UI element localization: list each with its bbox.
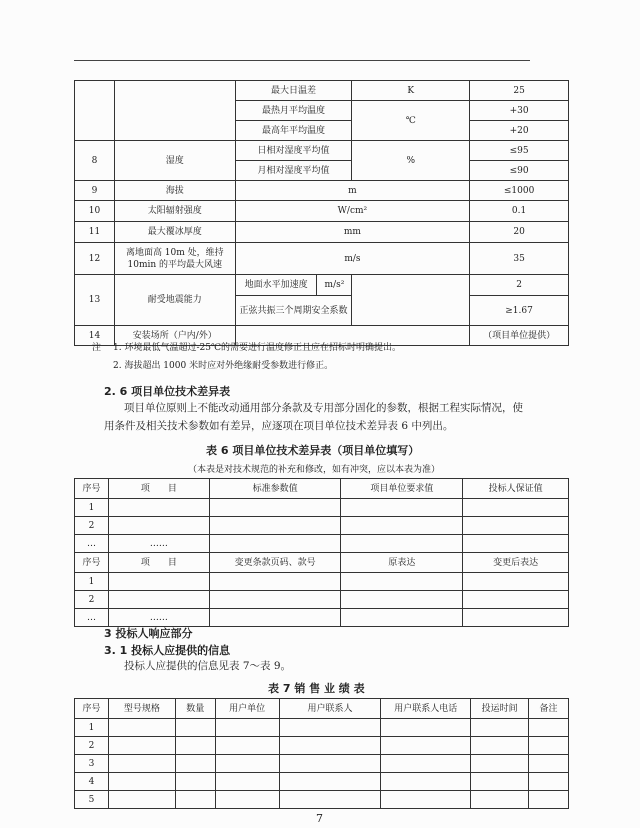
environment-conditions-table xyxy=(74,80,569,346)
table-row xyxy=(75,181,569,201)
item-cell: 海拔 xyxy=(114,181,235,201)
param-cell: 地面水平加速度 xyxy=(235,275,317,296)
row-number-cell: … xyxy=(75,609,109,627)
unit-cell: m/s² xyxy=(317,275,352,296)
table-row xyxy=(75,275,569,296)
value-cell: ≥1.67 xyxy=(470,296,569,326)
table-row xyxy=(75,499,569,517)
table-header-row xyxy=(75,553,569,573)
section-heading: 2. 6 项目单位技术差异表 xyxy=(104,385,231,398)
unit-cell: mm xyxy=(235,222,469,243)
row-number-cell: 1 xyxy=(75,499,109,517)
table-7-caption: 表 7 销 售 业 绩 表 xyxy=(268,682,365,695)
column-header: 变更条款页码、款号 xyxy=(209,553,341,573)
column-header: 项目单位要求值 xyxy=(341,479,463,499)
table-row xyxy=(75,535,569,553)
row-number-cell: 5 xyxy=(75,791,109,809)
value-cell: 25 xyxy=(470,81,569,101)
table-row xyxy=(75,517,569,535)
table-row xyxy=(75,755,569,773)
param-cell: 最热月平均温度 xyxy=(235,101,352,121)
sales-performance-table xyxy=(74,698,569,809)
section-heading: 3 投标人响应部分 xyxy=(104,627,193,640)
row-number-cell: 2 xyxy=(75,737,109,755)
technical-difference-table xyxy=(74,478,569,627)
table-row xyxy=(75,201,569,222)
value-cell: 35 xyxy=(470,243,569,275)
row-number-cell: 9 xyxy=(75,181,115,201)
value-cell: （项目单位提供） xyxy=(470,326,569,346)
row-number-cell: 13 xyxy=(75,275,115,326)
row-number-cell: 12 xyxy=(75,243,115,275)
row-number-cell: … xyxy=(75,535,109,553)
value-cell: ≤90 xyxy=(470,161,569,181)
column-header: 投标人保证值 xyxy=(463,479,569,499)
param-cell: 最高年平均温度 xyxy=(235,121,352,141)
value-cell: 2 xyxy=(470,275,569,296)
unit-cell: % xyxy=(352,141,470,181)
row-number-cell: 8 xyxy=(75,141,115,181)
unit-cell: W/cm² xyxy=(235,201,469,222)
column-header: 项 目 xyxy=(108,553,209,573)
table-header-row xyxy=(75,699,569,719)
column-header: 数量 xyxy=(175,699,215,719)
column-header: 原表达 xyxy=(341,553,463,573)
note-label: 注 xyxy=(92,343,102,353)
note-line-1: 1. 环境最低气温超过-25℃的需要进行温度修正且应在招标时明确提出。 xyxy=(113,343,402,353)
table-row xyxy=(75,573,569,591)
unit-cell: m/s xyxy=(235,243,469,275)
param-cell: 月相对湿度平均值 xyxy=(235,161,352,181)
table-row xyxy=(75,719,569,737)
table-row xyxy=(75,791,569,809)
item-cell: 最大覆冰厚度 xyxy=(114,222,235,243)
column-header: 序号 xyxy=(75,699,109,719)
column-header: 备注 xyxy=(529,699,569,719)
paragraph-line: 投标人应提供的信息见表 7～表 9。 xyxy=(124,660,292,672)
column-header: 型号规格 xyxy=(108,699,175,719)
row-number-cell: 3 xyxy=(75,755,109,773)
table-row xyxy=(75,773,569,791)
column-header: 序号 xyxy=(75,479,109,499)
item-cell: 太阳辐射强度 xyxy=(114,201,235,222)
row-number-cell: 2 xyxy=(75,591,109,609)
row-number-cell: 11 xyxy=(75,222,115,243)
column-header: 用户联系人电话 xyxy=(381,699,471,719)
table-row xyxy=(75,243,569,275)
row-number-cell: 1 xyxy=(75,719,109,737)
ellipsis-cell: …… xyxy=(108,535,209,553)
note-line-2: 2. 海拔超出 1000 米时应对外绝缘耐受参数进行修正。 xyxy=(113,361,334,371)
ellipsis-cell: …… xyxy=(108,609,209,627)
item-cell: 湿度 xyxy=(114,141,235,181)
table-6-caption: 表 6 项目单位技术差异表（项目单位填写） xyxy=(206,444,420,457)
row-number-cell: 10 xyxy=(75,201,115,222)
column-header: 序号 xyxy=(75,553,109,573)
unit-cell: m xyxy=(235,181,469,201)
table-row xyxy=(75,737,569,755)
page-number: 7 xyxy=(316,812,323,825)
table-header-row xyxy=(75,479,569,499)
param-cell: 正弦共振三个周期安全系数 xyxy=(235,296,352,326)
value-cell: 0.1 xyxy=(470,201,569,222)
item-cell: 耐受地震能力 xyxy=(114,275,235,326)
column-header: 用户单位 xyxy=(215,699,279,719)
row-number-cell: 14 xyxy=(75,326,115,346)
row-number-cell: 1 xyxy=(75,573,109,591)
subsection-heading: 3. 1 投标人应提供的信息 xyxy=(104,644,231,657)
table-6-subcaption: （本表是对技术规范的补充和修改，如有冲突，应以本表为准） xyxy=(188,465,441,475)
value-cell: +20 xyxy=(470,121,569,141)
row-number-cell: 4 xyxy=(75,773,109,791)
table-row xyxy=(75,81,569,101)
column-header: 项 目 xyxy=(108,479,209,499)
value-cell: +30 xyxy=(470,101,569,121)
unit-cell: K xyxy=(352,81,470,101)
column-header: 投运时间 xyxy=(471,699,529,719)
unit-cell: ℃ xyxy=(352,101,470,141)
value-cell: 20 xyxy=(470,222,569,243)
row-number-cell: 2 xyxy=(75,517,109,535)
paragraph-line: 项目单位原则上不能改动通用部分条款及专用部分固化的参数，根据工程实际情况，使 xyxy=(124,402,523,414)
param-cell: 最大日温差 xyxy=(235,81,352,101)
header-rule xyxy=(74,60,530,61)
table-row xyxy=(75,141,569,161)
table-row xyxy=(75,222,569,243)
table-row xyxy=(75,591,569,609)
item-cell: 离地面高 10m 处，维持 10min 的平均最大风速 xyxy=(114,243,235,275)
paragraph-line: 用条件及相关技术参数如有差异，应逐项在项目单位技术差异表 6 中列出。 xyxy=(104,420,454,432)
column-header: 用户联系人 xyxy=(279,699,381,719)
column-header: 变更后表达 xyxy=(463,553,569,573)
value-cell: ≤1000 xyxy=(470,181,569,201)
value-cell: ≤95 xyxy=(470,141,569,161)
column-header: 标准参数值 xyxy=(209,479,341,499)
table-row xyxy=(75,609,569,627)
param-cell: 日相对湿度平均值 xyxy=(235,141,352,161)
item-cell: 安装场所（户内/外） xyxy=(114,326,235,346)
